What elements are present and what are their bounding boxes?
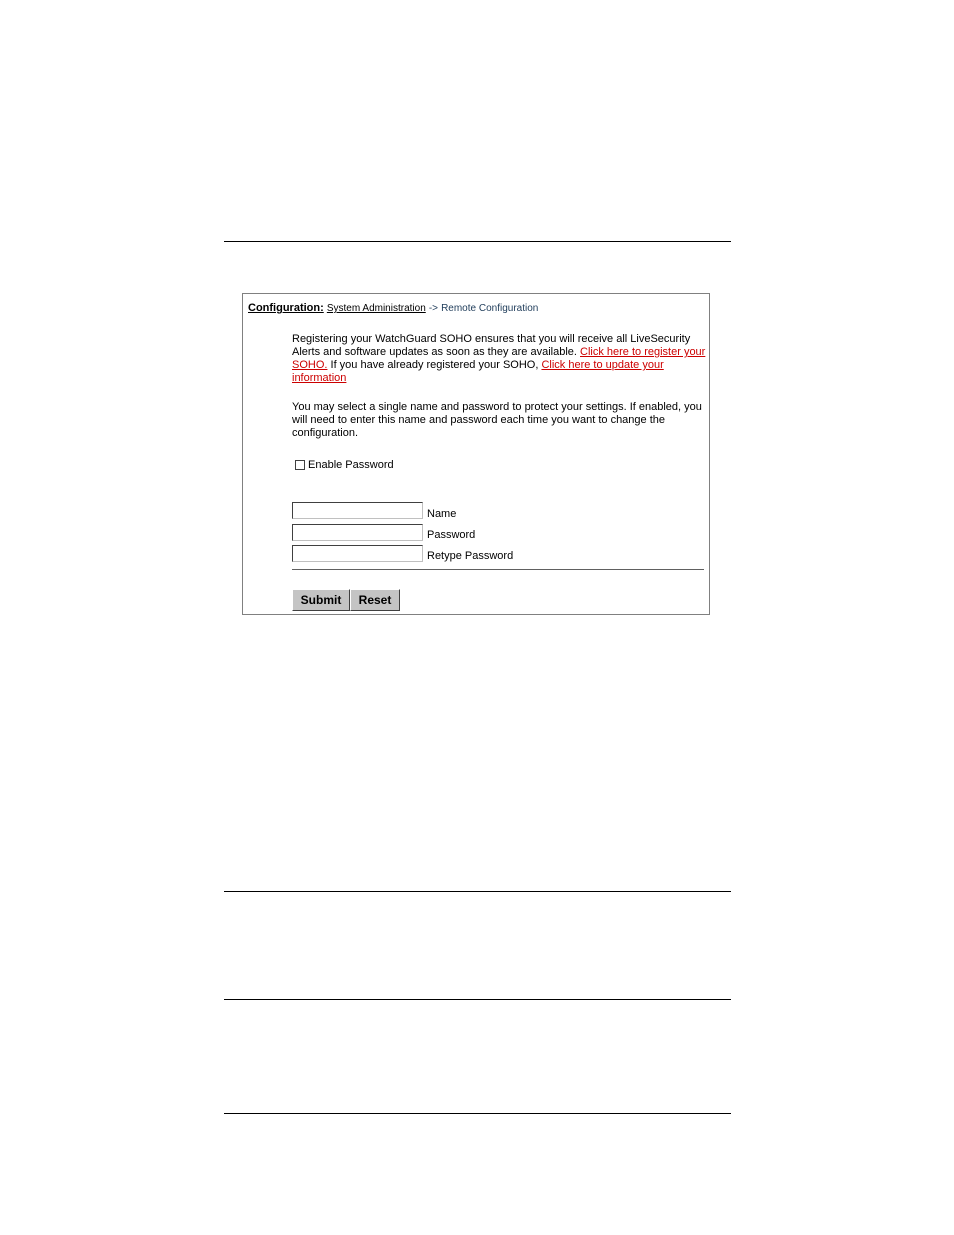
breadcrumb [248,302,538,314]
submit-button[interactable]: Submit [292,589,350,611]
name-input[interactable] [292,502,423,519]
breadcrumb-current: Remote Configuration [441,303,539,314]
enable-password-row [295,459,394,471]
middle-rule-1 [224,891,731,892]
remote-configuration-panel [242,293,710,615]
reset-button[interactable]: Reset [350,589,400,611]
retype-password-label: Retype Password [427,550,514,562]
enable-password-checkbox[interactable] [295,460,305,470]
password-input[interactable] [292,524,423,541]
middle-rule-2 [224,999,731,1000]
form-divider [292,569,704,570]
breadcrumb-title: Configuration: [248,302,324,314]
bottom-rule [224,1113,731,1114]
password-label: Password [427,529,476,541]
register-soho-link[interactable]: Click here to register your SOHO. [292,346,706,371]
name-label: Name [427,508,457,520]
registration-text: Registering your WatchGuard SOHO ensures that you will receive all LiveSecurity Alerts and software updates as soon as they are available. Click here to register your SOHO. If you have already registered your SOHO, Click here to update your information [292,333,706,384]
breadcrumb-system-administration-link[interactable]: System Administration [326,303,426,314]
top-rule [224,241,731,242]
update-information-link[interactable]: Click here to update your information [292,359,664,384]
password-info-text: You may select a single name and password to protect your settings. If enabled, you will need to enter this name and password each time you want to change the configuration. [292,401,702,439]
breadcrumb-arrow: -> [428,303,438,314]
retype-password-input[interactable] [292,545,423,562]
enable-password-label: Enable Password [308,459,394,471]
